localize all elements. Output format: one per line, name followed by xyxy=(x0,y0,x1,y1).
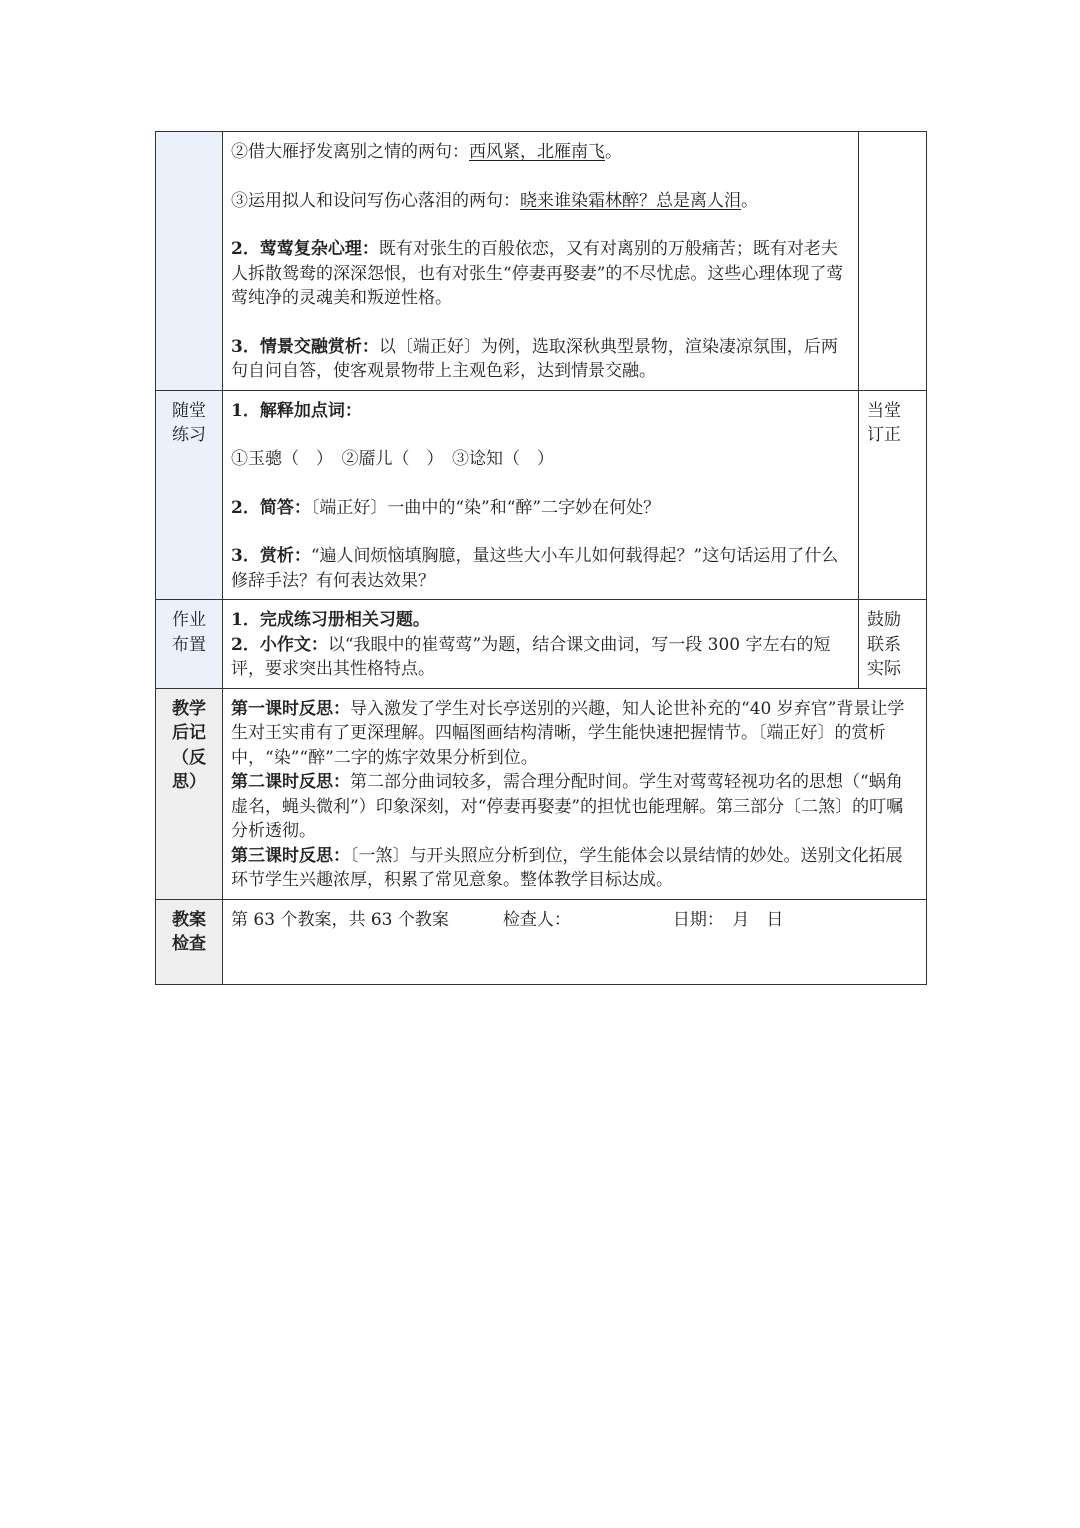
practice-content xyxy=(223,390,859,600)
practice-q2: 2．简答：〔端正好〕一曲中的“染”和“醉”二字妙在何处？ xyxy=(231,497,661,518)
plan-count: 第 63 个教案，共 63 个教案 xyxy=(231,909,449,930)
summary-row xyxy=(156,132,927,391)
homework-note: 鼓励联系实际 xyxy=(859,600,927,689)
homework-label: 作业布置 xyxy=(156,600,223,689)
reflection-row xyxy=(156,688,927,899)
summary-label-cell xyxy=(156,132,223,391)
lesson-plan-table xyxy=(155,131,927,985)
reflection-lesson-3: 第三课时反思：〔一煞〕与开头照应分析到位，学生能体会以景结情的妙处。送别文化拓展环节学生兴趣浓厚，积累了常见意象。整体教学目标达成。 xyxy=(231,845,903,890)
practice-note: 当堂订正 xyxy=(859,390,927,600)
psychology-point: 2．莺莺复杂心理：既有对张生的百般依恋，又有对离别的万般痛苦；既有对老夫人拆散鸳鸯的深深怨恨，也有对张生“停妻再娶妻”的不尽忧虑。这些心理体现了莺莺纯净的灵魂美和叛逆性格。 xyxy=(231,239,844,308)
answer-underline: 晓来谁染霜林醉？总是离人泪 xyxy=(520,190,741,211)
practice-row xyxy=(156,390,927,600)
homework-item-2: 2．小作文：以“我眼中的崔莺莺”为题，结合课文曲词，写一段 300 字左右的短评，要求突出其性格特点。 xyxy=(231,634,831,679)
check-content xyxy=(223,899,927,984)
inspector-field: 检查人： xyxy=(502,909,571,930)
reflection-lesson-1: 第一课时反思：导入激发了学生对长亭送别的兴趣，知人论世补充的“40 岁弃官”背景让学生对王实甫有了更深理解。四幅图画结构清晰，学生能快速把握情节。〔端正好〕的赏析中，“染”“醉”二字的炼字效果分析到位。 xyxy=(231,698,905,768)
summary-content xyxy=(223,132,859,391)
practice-q1: 1．解释加点词： xyxy=(231,400,362,421)
summary-item-2: ②借大雁抒发离别之情的两句：西风紧，北雁南飞。 xyxy=(231,142,622,162)
summary-note-cell xyxy=(859,132,927,391)
reflection-lesson-2: 第二课时反思：第二部分曲词较多，需合理分配时间。学生对莺莺轻视功名的思想（“蜗角虚名，蝇头微利”）印象深刻，对“停妻再娶妻”的担忧也能理解。第三部分〔二煞〕的叮嘱分析透彻。 xyxy=(231,772,904,841)
answer-underline: 西风紧，北雁南飞 xyxy=(469,142,605,162)
homework-content xyxy=(223,600,859,689)
practice-label: 随堂练习 xyxy=(156,390,223,600)
reflection-content xyxy=(223,688,927,899)
homework-item-1: 1．完成练习册相关习题。 xyxy=(231,610,430,630)
reflection-label: 教学后记（反思） xyxy=(156,688,223,899)
check-row xyxy=(156,899,927,984)
summary-item-3: ③运用拟人和设问写伤心落泪的两句：晓来谁染霜林醉？总是离人泪。 xyxy=(231,190,758,211)
practice-q1-items: ①玉骢（ ） ②靥儿（ ） ③谂知（ ） xyxy=(231,449,554,469)
homework-row xyxy=(156,600,927,689)
date-field: 日期： 月 日 xyxy=(672,909,784,930)
scene-emotion-point: 3．情景交融赏析：以〔端正好〕为例，选取深秋典型景物，渲染凄凉氛围，后两句自问自答，使客观景物带上主观色彩，达到情景交融。 xyxy=(231,336,838,381)
practice-q3: 3．赏析：“遍人间烦恼填胸臆，量这些大小车儿如何载得起？”这句话运用了什么修辞手法？有何表达效果？ xyxy=(231,546,839,591)
check-label: 教案检查 xyxy=(156,899,223,984)
